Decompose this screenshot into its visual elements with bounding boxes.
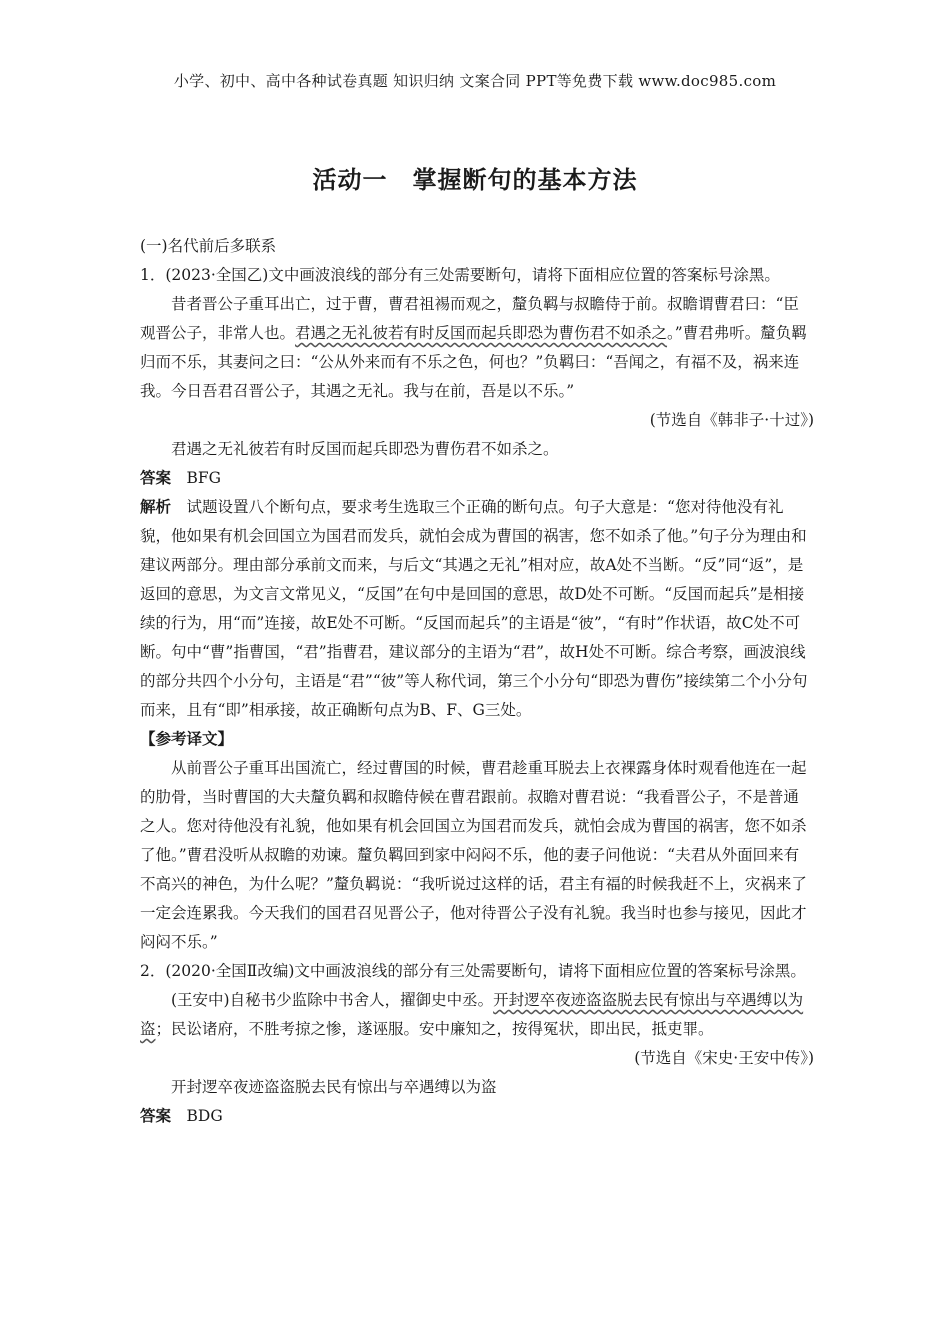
analysis-text: 试题设置八个断句点，要求考生选取三个正确的断句点。句子大意是：“您对待他没有礼貌，他如果有机会回国立为国君而发兵，就怕会成为曹国的祸害，您不如杀了他。”句子分为理由和建议两部分。理由部分承前文而来，与后文“其遇之无礼”相对应，故A处不当断。“反”同“返”，是返回的意思，为文言文常见义，“反国”在句中是回国的意思，故D处不可断。“反国而起兵”是相接续的行为，用“而”连接，故E处不可断。“反国而起兵”的主语是“彼”，“有时”作状语，故C处不可断。句中“曹”指曹国，“君”指曹君，建议部分的主语为“君”，故H处不可断。综合考察，画波浪线的部分共四个小分句，主语是“君”“彼”等人称代词，第三个小分句“即恐为曹伤”接续第二个小分句而来，且有“即”相承接，故正确断句点为B、F、G三处。	[140, 498, 808, 719]
passage-text: 昔者晋公子重耳出亡，过于曹，曹君祖裼而观之，釐负羁与叔瞻侍于前。叔瞻谓曹君曰：“臣观晋公子，非常人也。	[140, 295, 799, 342]
question-2-sentence: 开封逻卒夜迹盗盗脱去民有惊出与卒遇缚以为盗	[171, 1078, 497, 1096]
question-2-passage	[140, 986, 814, 1044]
page-header: 小学、初中、高中各种试卷真题 知识归纳 文案合同 PPT等免费下载 www.doc985.com	[173, 72, 777, 90]
question-1-analysis	[140, 493, 814, 725]
wavy-underlined-text: 开封逻卒夜迹盗盗脱去民有惊出与卒遇缚以为盗	[140, 991, 804, 1038]
translation-text: 从前晋公子重耳出国流亡，经过曹国的时候，曹君趁重耳脱去上衣裸露身体时观看他连在一起的肋骨，当时曹国的大夫釐负羁和叔瞻侍候在曹君跟前。叔瞻对曹君说：“我看晋公子，不是普通之人。您对待他没有礼貌，他如果有机会回国立为国君而发兵，就怕会成为曹国的祸害，您不如杀了他。”曹君没听从叔瞻的劝谏。釐负羁回到家中闷闷不乐，他的妻子问他说：“夫君从外面回来有不高兴的神色，为什么呢？”釐负羁说：“我听说过这样的话，君主有福的时候我赶不上，灾祸来了一定会连累我。今天我们的国君召见晋公子，他对待晋公子没有礼貌。我当时也参与接见，因此才闷闷不乐。”	[140, 759, 807, 951]
passage-text: 。”曹君弗听。釐负羁归而不乐，其妻问之曰：“公从外来而有不乐之色，何也？”负羁曰：“吾闻之，有福不及，祸来连我。今日吾君召晋公子，其遇之无礼。我与在前，吾是以不乐。”	[140, 324, 807, 400]
answer-label: 答案	[140, 469, 172, 487]
analysis-label: 解析	[140, 498, 172, 516]
document-body	[140, 232, 814, 1131]
question-1-sentence: 君遇之无礼彼若有时反国而起兵即恐为曹伤君不如杀之。	[171, 440, 559, 458]
wavy-underlined-text: 君遇之无礼彼若有时反国而起兵即恐为曹伤君不如杀之	[295, 324, 668, 342]
section-heading: (一)名代前后多联系	[140, 237, 277, 255]
answer-label: 答案	[140, 1107, 172, 1125]
answer-value: BDG	[186, 1107, 223, 1125]
question-1-passage	[140, 290, 814, 406]
answer-value: BFG	[186, 469, 222, 487]
question-1-source: (节选自《韩非子·十过》)	[649, 411, 814, 429]
translation-title: 【参考译文】	[140, 730, 234, 748]
passage-text: (王安中)自秘书少监除中书舍人，擢御史中丞。	[171, 991, 494, 1009]
question-2-prompt: 2．(2020·全国Ⅱ改编)文中画波浪线的部分有三处需要断句，请将下面相应位置的答案标号涂黑。	[140, 962, 806, 980]
question-2-source: (节选自《宋史·王安中传》)	[634, 1049, 814, 1067]
question-1-prompt: 1．(2023·全国乙)文中画波浪线的部分有三处需要断句，请将下面相应位置的答案标号涂黑。	[140, 266, 780, 284]
page-title: 活动一 掌握断句的基本方法	[312, 166, 638, 194]
question-2-answer	[140, 1102, 814, 1131]
passage-text: ；民讼诸府，不胜考掠之惨，遂诬服。安中廉知之，按得冤状，即出民，抵吏罪。	[155, 1020, 714, 1038]
question-1-answer	[140, 464, 814, 493]
